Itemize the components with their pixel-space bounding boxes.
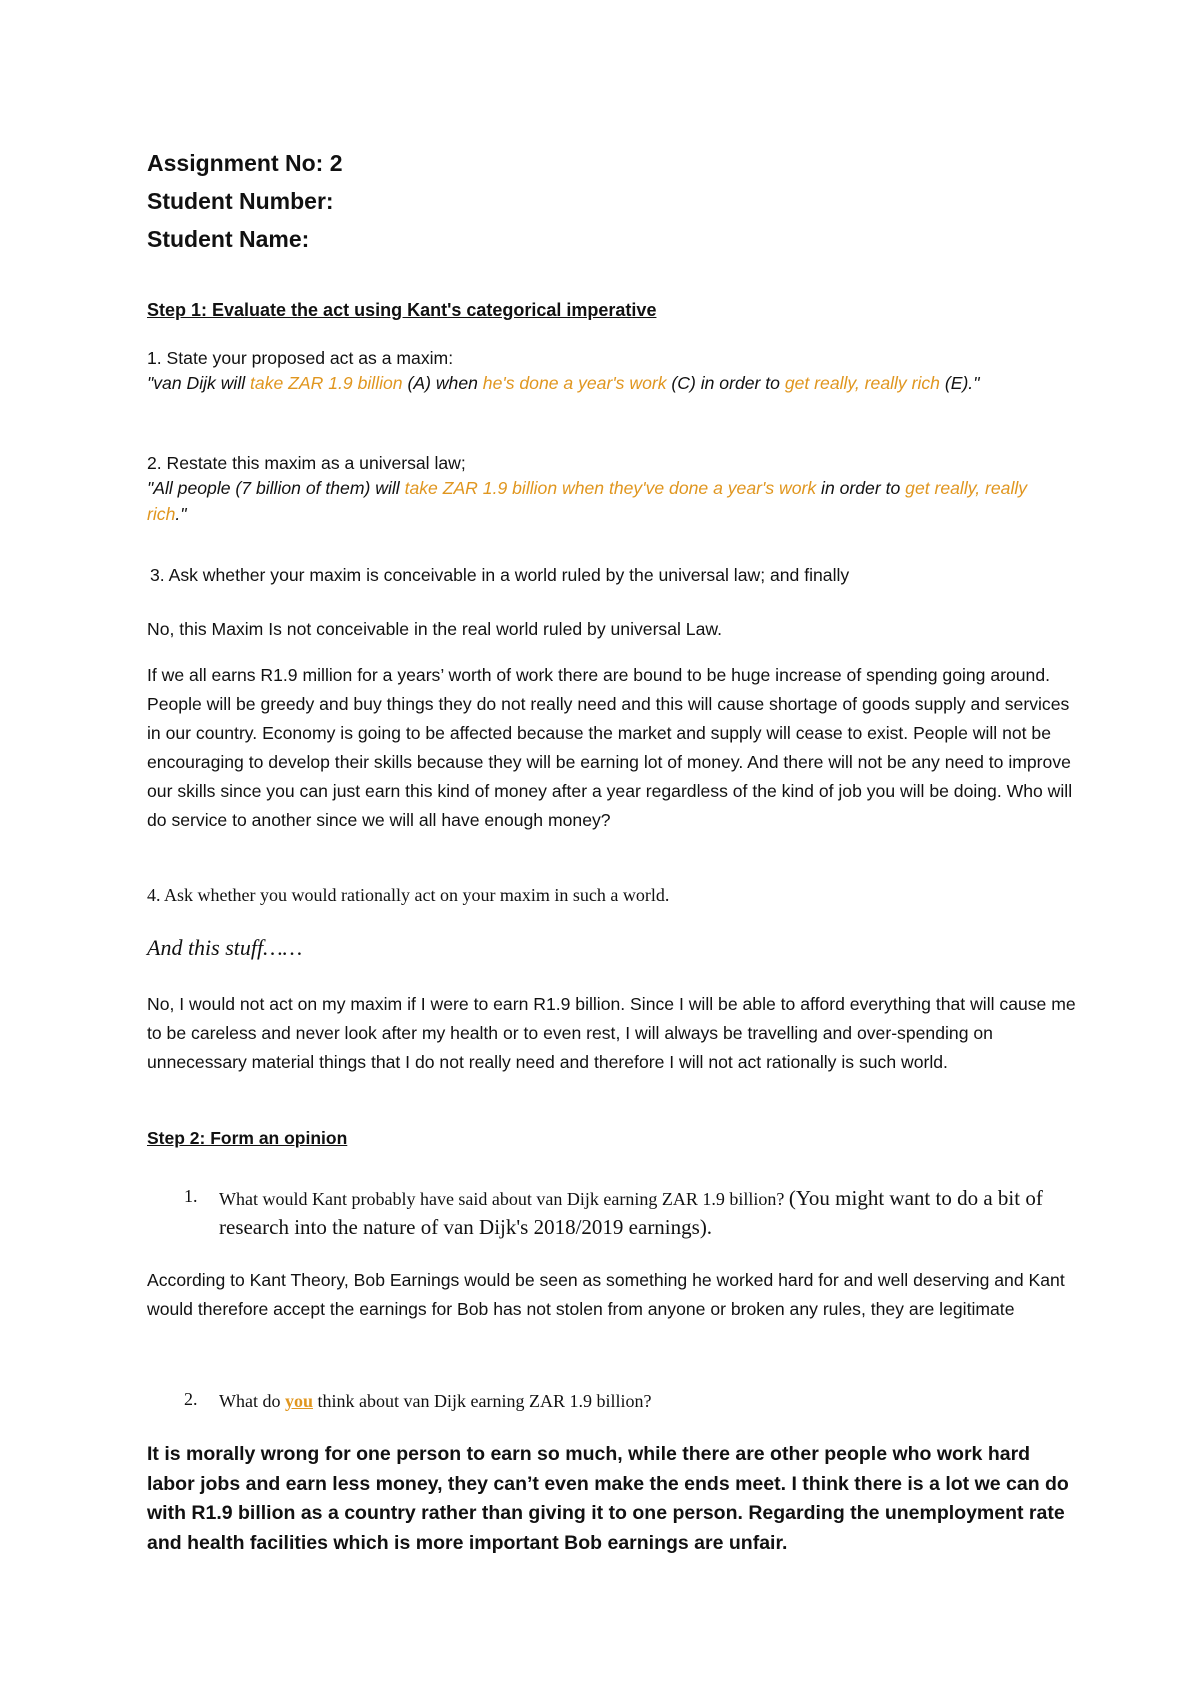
universal-part: ." xyxy=(175,504,187,524)
step1-question-2: 2. Restate this maxim as a universal law; xyxy=(147,453,466,473)
step1-question-4: 4. Ask whether you would rationally act on your maxim in such a world. xyxy=(147,885,670,905)
maxim-part: "van Dijk will xyxy=(147,373,251,393)
step2-answer-1-paragraph: According to Kant Theory, Bob Earnings would be seen as something he worked hard for and well deserving and Kant would therefore accept the earnings for Bob has not stolen from anyone or broken any rules, they are legitimate xyxy=(147,1270,1065,1319)
step2-question-2 xyxy=(219,1387,1079,1415)
step2-question-1-number: 1. xyxy=(184,1186,198,1206)
maxim-act-highlight: take ZAR 1.9 billion xyxy=(250,373,403,393)
step2-question-2-you-highlight: you xyxy=(284,1391,313,1411)
step1-answer-3-paragraph: If we all earns R1.9 million for a years’ worth of work there are bound to be huge increase of spending going around. People will be greedy and buy things they do not really need and this will cause shortage of goods supply and services in our country. Economy is going to be affected because the market and supply will cease to exist. People will not be encouraging to develop their skills because they will be earning lot of money. And there will not be any need to improve our skills since you can just earn this kind of money after a year regardless of the kind of job you will be doing. Who will do service to another since we will all have enough money? xyxy=(147,665,1073,830)
step2-question-2-number: 2. xyxy=(184,1389,198,1409)
student-number-label: Student Number: xyxy=(147,188,334,214)
step2-question-2-text-end: think about van Dijk earning ZAR 1.9 billion? xyxy=(313,1391,652,1411)
step1-question-4-note: And this stuff…… xyxy=(147,935,303,960)
step2-question-1-hint: (You might want to do a bit of research into the nature of van Dijk's 2018/2019 earnings). xyxy=(219,1186,1043,1239)
maxim-condition-highlight: he's done a year's work xyxy=(482,373,667,393)
step1-heading: Step 1: Evaluate the act using Kant's categorical imperative xyxy=(147,300,657,320)
maxim-part: (E)." xyxy=(939,373,980,393)
maxim-part: (C) in order to xyxy=(666,373,785,393)
maxim-part: (A) when xyxy=(402,373,483,393)
universal-part: "All people (7 billion of them) will xyxy=(147,478,405,498)
step2-answer-2-paragraph: It is morally wrong for one person to earn so much, while there are other people who work hard labor jobs and earn less money, they can’t even make the ends meet. I think there is a lot we can do with R1.9 billion as a country rather than giving it to one person. Regarding the unemployment rate and health facilities which is more important Bob earnings are unfair. xyxy=(147,1443,1069,1554)
step1-question-1: 1. State your proposed act as a maxim: xyxy=(147,348,454,368)
step2-question-2-text: What do xyxy=(219,1391,285,1411)
student-name-label: Student Name: xyxy=(147,226,310,252)
universal-part: in order to xyxy=(816,478,906,498)
maxim-end-highlight: get really, really rich xyxy=(784,373,940,393)
maxim-statement xyxy=(147,370,987,396)
step1-answer-4-paragraph: No, I would not act on my maxim if I were to earn R1.9 billion. Since I will be able to afford everything that will cause me to be careless and never look after my health or to even rest, I will always be travelling and over-spending on unnecessary material things that I do not really need and therefore I will not act rationally is such world. xyxy=(147,994,1076,1072)
universal-end-highlight: get really, really rich xyxy=(147,478,1028,524)
step1-question-3: 3. Ask whether your maxim is conceivable in a world ruled by the universal law; and finally xyxy=(150,565,850,585)
step2-question-1-text: What would Kant probably have said about van Dijk earning ZAR 1.9 billion? xyxy=(219,1189,789,1209)
step2-question-1 xyxy=(219,1184,1079,1242)
step1-answer-3-summary: No, this Maxim Is not conceivable in the real world ruled by universal Law. xyxy=(147,619,723,639)
assignment-number: Assignment No: 2 xyxy=(147,150,343,176)
step2-heading: Step 2: Form an opinion xyxy=(147,1128,348,1148)
universal-act-highlight: take ZAR 1.9 billion when they've done a year's work xyxy=(404,478,817,498)
universal-law-statement xyxy=(147,475,1047,527)
